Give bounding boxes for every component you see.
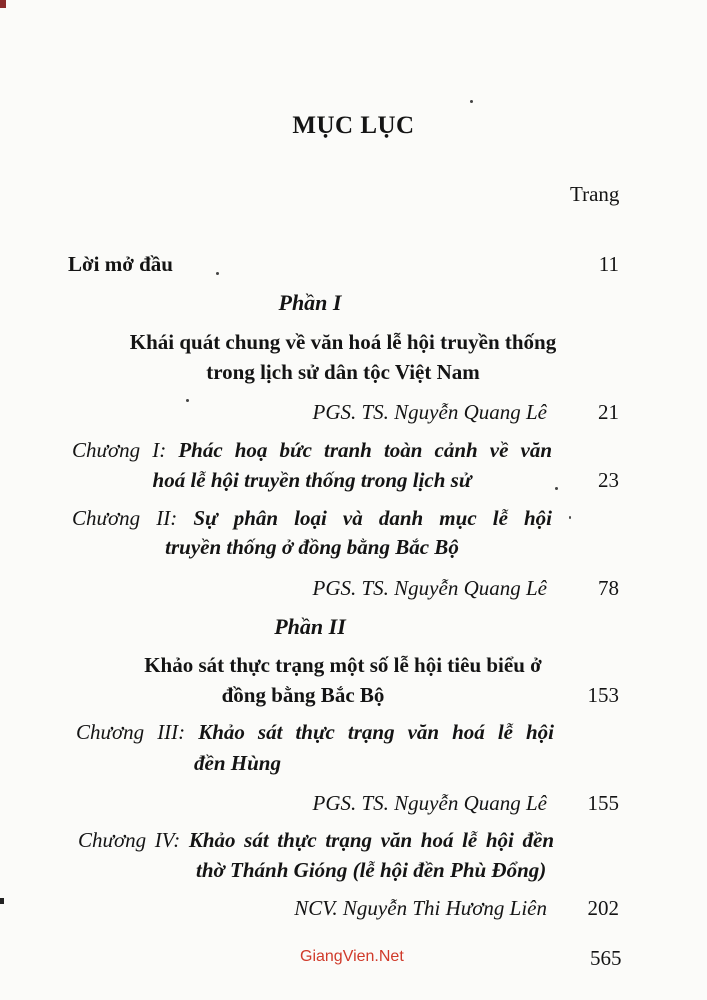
chapter4-title-line1: Khảo sát thực trạng văn hoá lễ hội đền (188, 828, 554, 852)
part2-heading: Phần II (274, 614, 346, 639)
chapter3-prefix: Chương III: (76, 720, 186, 744)
part1-title-line2: trong lịch sử dân tộc Việt Nam (206, 360, 480, 384)
scan-speck (216, 272, 219, 275)
chapter3-title-line2: đền Hùng (194, 751, 281, 775)
chapter4-title-line2: thờ Thánh Gióng (lễ hội đền Phù Đổng) (196, 858, 547, 882)
page-edge-mark (0, 0, 6, 8)
scan-speck (186, 399, 189, 402)
toc-entry-preface: Lời mở đầu (68, 252, 173, 276)
part1-title-line1: Khái quát chung về văn hoá lễ hội truyền thống (129, 330, 557, 354)
chapter3-line1 (76, 720, 554, 745)
page-number-chapter4: 202 (587, 896, 619, 920)
scan-speck (555, 487, 558, 490)
chapter2-title-line2: truyền thống ở đồng bằng Bắc Bộ (165, 535, 459, 559)
chapter3-author: PGS. TS. Nguyễn Quang Lê (312, 791, 547, 815)
page-folio: 565 (590, 946, 622, 970)
chapter4-line1 (78, 828, 554, 853)
chapter1-line1 (72, 438, 552, 463)
chapter1-prefix: Chương I: (72, 438, 167, 462)
chapter4-author: NCV. Nguyễn Thi Hương Liên (294, 896, 547, 920)
page-number-preface: 11 (598, 252, 619, 276)
chapter4-prefix: Chương IV: (78, 828, 181, 852)
page-number-part2: 153 (587, 683, 619, 707)
page-number-chapter3: 155 (587, 791, 619, 815)
toc-title: MỤC LỤC (292, 112, 415, 139)
scan-speck (569, 516, 571, 519)
chapter2-author: PGS. TS. Nguyễn Quang Lê (312, 576, 547, 600)
page-number-chapter2: 78 (598, 576, 619, 600)
chapter3-title-line1: Khảo sát thực trạng văn hoá lễ hội (198, 720, 555, 744)
page-number-part1: 21 (598, 400, 619, 424)
part1-heading: Phần I (278, 290, 342, 315)
watermark-text: GiangVien.Net (300, 948, 404, 965)
chapter1-title-line2: hoá lễ hội truyền thống trong lịch sử (152, 468, 472, 492)
page-column-label: Trang (570, 182, 620, 206)
chapter2-title-line1: Sự phân loại và danh mục lễ hội (193, 506, 552, 530)
part2-title-line2: đồng bằng Bắc Bộ (221, 683, 385, 707)
part2-title-line1: Khảo sát thực trạng một số lễ hội tiêu biểu ở (144, 653, 542, 677)
chapter1-title-line1: Phác hoạ bức tranh toàn cảnh về văn (178, 438, 553, 462)
page-number-chapter1: 23 (598, 468, 619, 492)
chapter2-prefix: Chương II: (72, 506, 178, 530)
scan-speck (470, 100, 473, 103)
chapter2-line1 (72, 506, 552, 531)
binding-mark (0, 898, 4, 904)
part1-author: PGS. TS. Nguyễn Quang Lê (312, 400, 547, 424)
